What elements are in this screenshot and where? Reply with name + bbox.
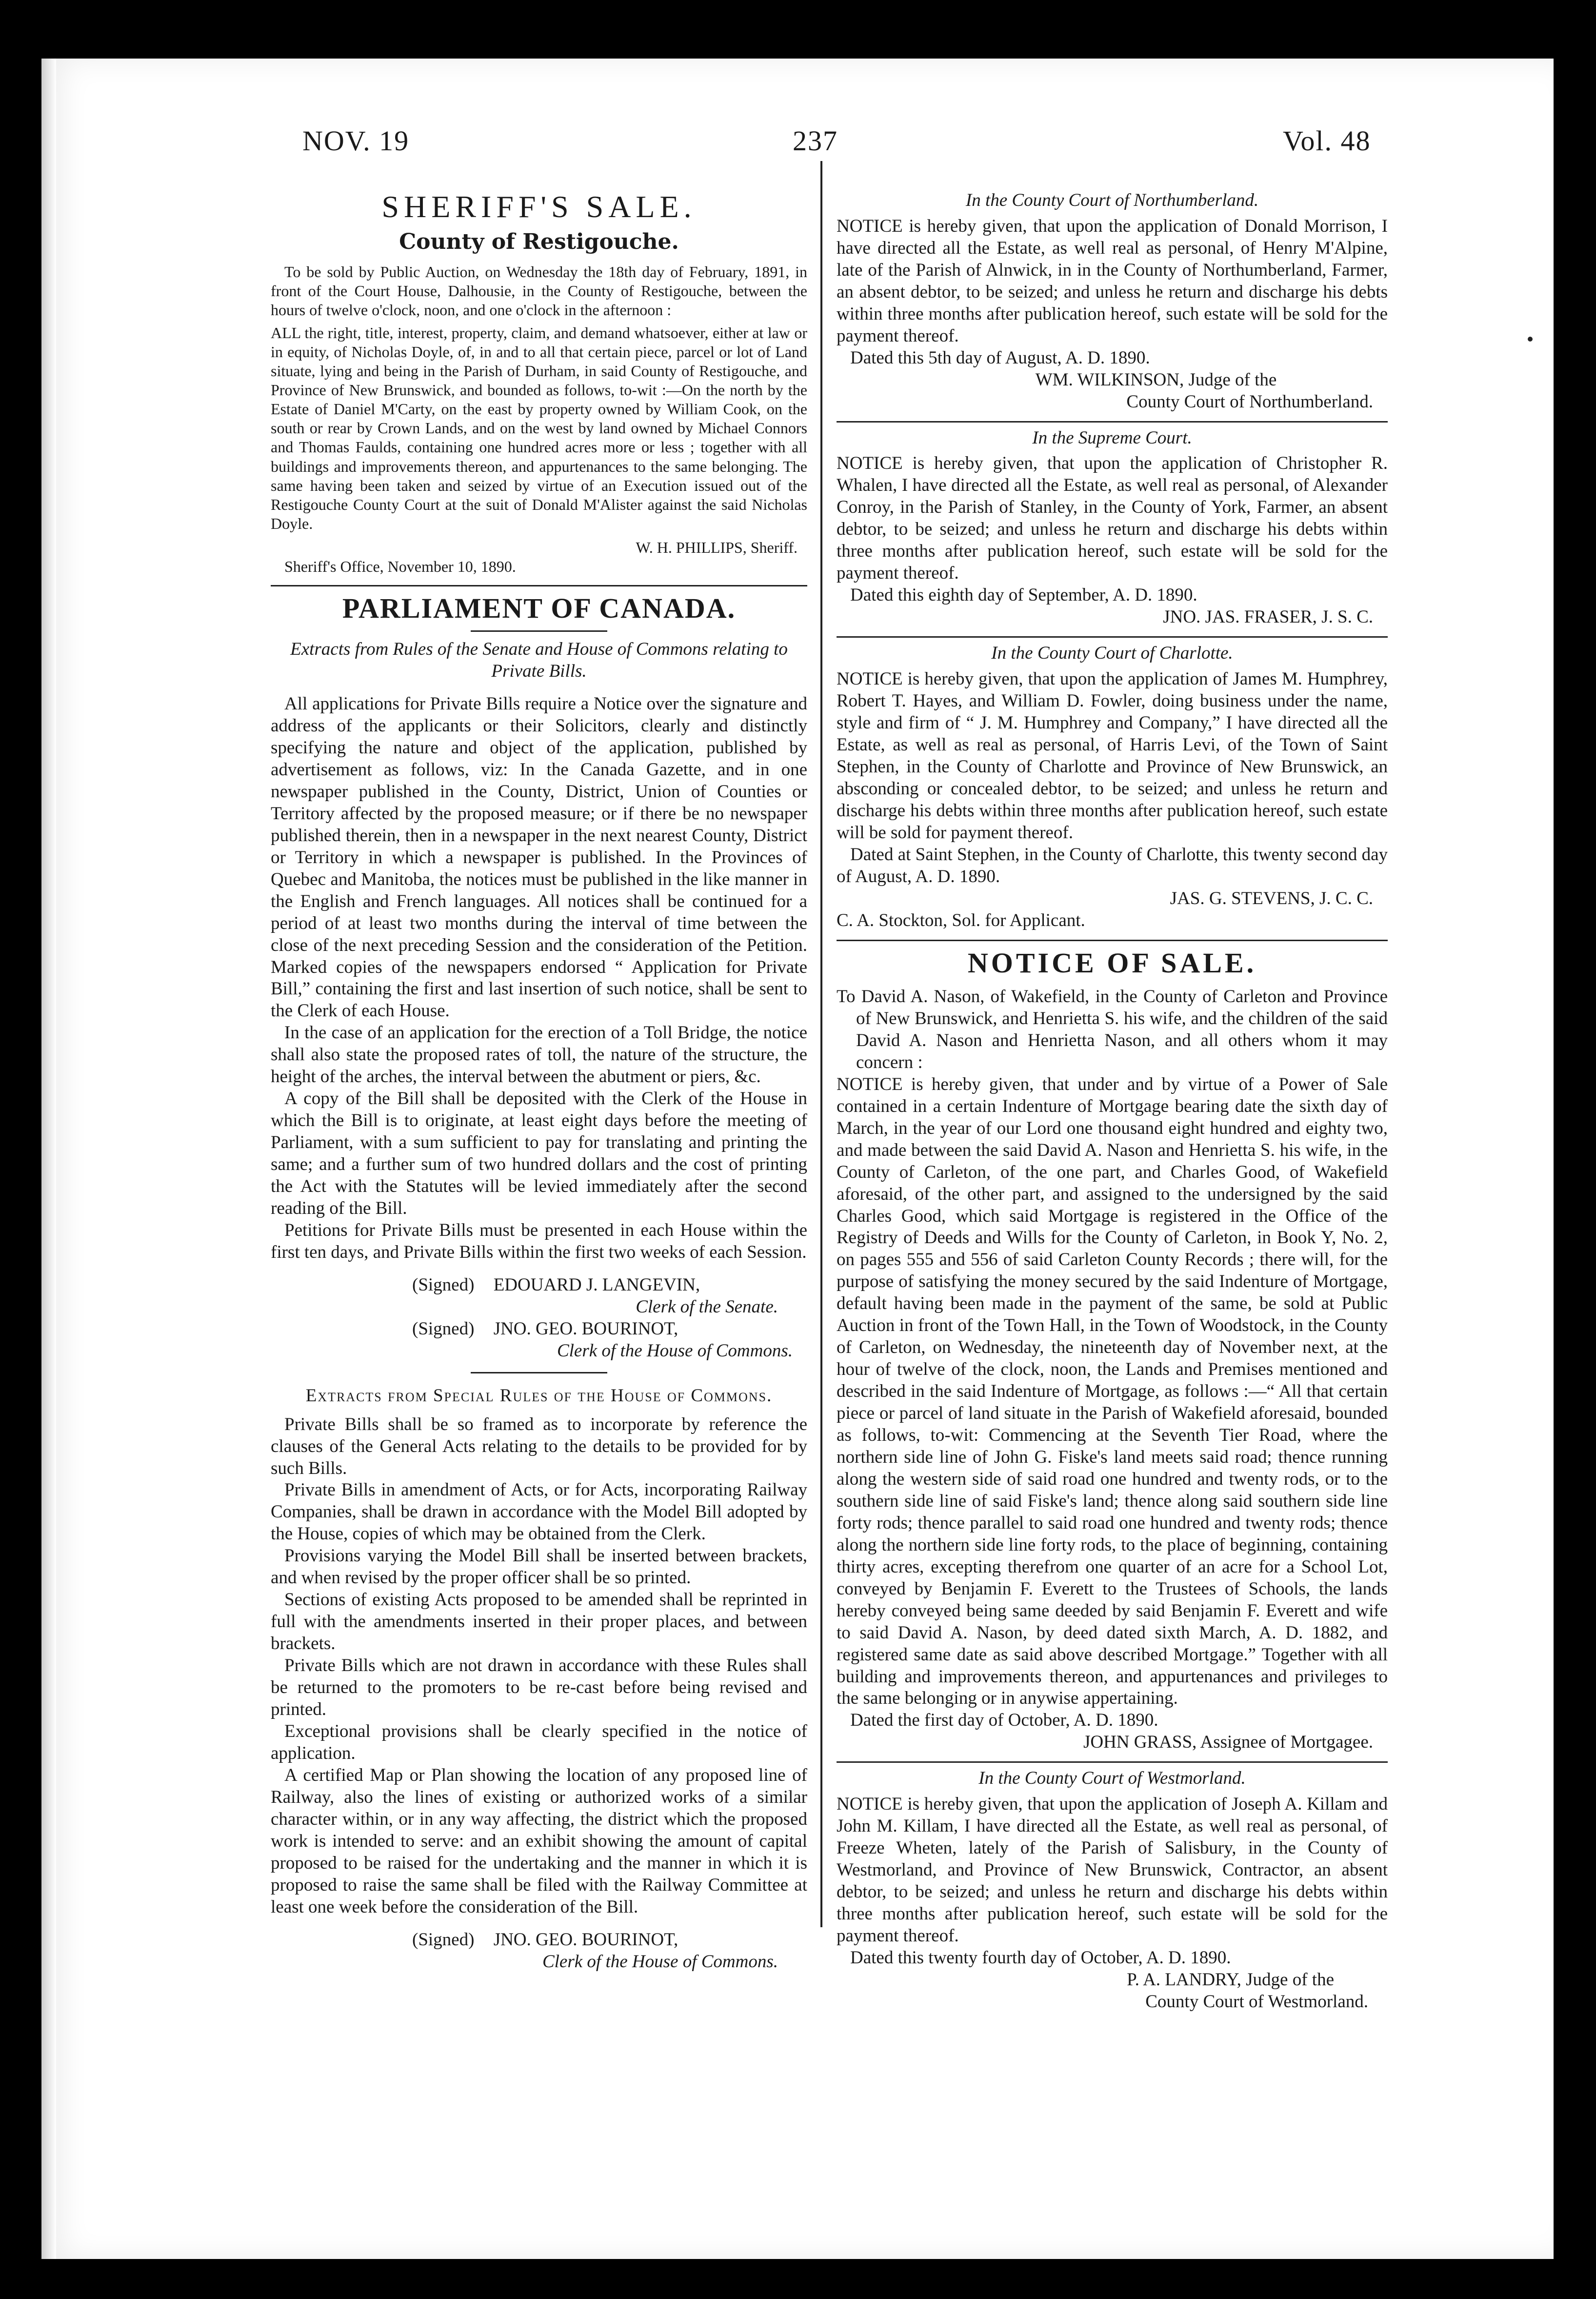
northumberland-notice xyxy=(837,190,1388,413)
sheriff-signature: W. H. PHILLIPS, Sheriff. xyxy=(636,538,798,556)
notice-body: NOTICE is hereby given, that under and by virtue of a Power of Sale contained in a certain Indenture of Mortgage bearing date the sixth day of March, in the year of our Lord one thousand eight hundred and eighty two, and made between the said David A. Nason and Henrietta S. his wife, in the County of Carleton, of the one part, and Charles Good, of Wakefield aforesaid, of the other part, and assigned to the undersigned by the said Charles Good, which said Mortgage is registered in the Office of the Registry of Deeds and Wills for the County of Carleton, in Book Y, No. 2, on pages 555 and 556 of said Carleton County Records ; there will, for the purpose of satisfying the money secured by the said Indenture of Mortgage, default having been made in the payment of the same, be sold at Public Auction in front of the Town Hall, in the Town of Woodstock, in the County of Carleton, on Wednesday, the nineteenth day of November next, at the hour of twelve of the clock, noon, the Lands and Premises mentioned and described in the said Indenture of Mortgage, as follows :—“ All that certain piece or parcel of land situate in the Parish of Wakefield aforesaid, bounded as follows, to-wit: Commencing at the Seventh Tier Road, where the northern side line of John G. Fiske's land meets said road; thence running along the western side of said road one hundred and twenty rods, or to the southern side line of said Fiske's land; thence along said southern side line forty rods; thence parallel to said road one hundred and twenty rods; thence along the northern side line forty rods, to the place of beginning, containing thirty acres, excepting therefrom one quarter of an acre for a School Lot, conveyed by Benjamin F. Everett to the Trustees of Schools, the lands hereby conveyed being same deeded by said Benjamin F. Everett and wife to said David A. Nason, by deed dated sixth March, A. D. 1882, and registered same date as said above described Mortgage.” Together with all building and improvements thereon, and appurtenances and privileges to the same belonging or in anywise appertaining. xyxy=(837,1074,1388,1709)
volume-number: Vol. 48 xyxy=(1283,125,1371,157)
notice-body: NOTICE is hereby given, that upon the application of Joseph A. Killam and John M. Killam, I have directed all the Estate, as well real as personal, of Freeze Wheten, lately of the Parish of Salisbury, in the County of Westmorland, and Province of New Brunswick, Contractor, an absent debtor, to be seized; and unless he return and discharge his debts within three months after publication hereof, such estate will be sold for the payment thereof. xyxy=(837,1794,1388,1946)
sale-intro: To be sold by Public Auction, on Wednesday the 18th day of February, 1891, in front of the Court House, Dalhousie, in the County of Restigouche, between the hours of twelve o'clock, noon, and one o'clock in the afternoon : xyxy=(271,263,807,319)
right-column xyxy=(837,188,1388,2013)
special-rule-paragraph: Sections of existing Acts proposed to be amended shall be reprinted in full with the amendments inserted in their proper places, and between brackets. xyxy=(271,1590,807,1654)
westmorland-notice xyxy=(837,1768,1388,2013)
special-rule-paragraph: Exceptional provisions shall be clearly specified in the notice of application. xyxy=(271,1721,807,1763)
judge-signature: P. A. LANDRY, Judge of the xyxy=(1127,1969,1334,1990)
commons-clerk-signature xyxy=(271,1929,807,1951)
section-divider xyxy=(471,1372,607,1373)
notice-body: NOTICE is hereby given, that upon the application of James M. Humphrey, Robert T. Hayes, and William D. Fowler, doing business under the name, style and firm of “ J. M. Humphrey and Company,” I have directed all the Estate, as well as real as personal, of Harris Levi, of the Town of Saint Stephen, in the County of Charlotte and Province of New Brunswick, an absconding or concealed debtor, to be seized; and unless he return and discharge his debts within three months after publication hereof, such estate will be sold for payment thereof. xyxy=(837,669,1388,843)
header-date: NOV. 19 xyxy=(302,125,410,157)
signer-title: Clerk of the Senate. xyxy=(636,1296,778,1317)
notice-of-sale-title: NOTICE OF SALE. xyxy=(967,947,1257,979)
notice-body: NOTICE is hereby given, that upon the application of Donald Morrison, I have directed all the Estate, as well real as personal, of Henry M'Alpine, late of the Parish of Alnwick, in in the County of Northumberland, Farmer, an absent debtor, to be seized; and unless he return and discharge his debts within three months after publication hereof, such estate will be sold for the payment thereof. xyxy=(837,216,1388,346)
charlotte-notice xyxy=(837,643,1388,931)
notice-date: Dated the first day of October, A. D. 1890. xyxy=(850,1710,1158,1731)
judge-signature: WM. WILKINSON, Judge of the xyxy=(1035,369,1277,390)
court-heading: In the County Court of Charlotte. xyxy=(991,643,1233,664)
signer-title: Clerk of the House of Commons. xyxy=(542,1951,778,1972)
sheriffs-sale-notice xyxy=(271,188,807,576)
section-divider xyxy=(837,421,1388,423)
section-divider xyxy=(837,636,1388,638)
solicitor-line: C. A. Stockton, Sol. for Applicant. xyxy=(837,910,1085,930)
court-heading: In the County Court of Westmorland. xyxy=(978,1768,1246,1789)
section-divider xyxy=(271,585,807,586)
judge-title: County Court of Northumberland. xyxy=(1126,391,1373,412)
parliament-subtitle: Extracts from Rules of the Senate and House of Commons relating to Private Bills. xyxy=(290,639,788,682)
special-rule-paragraph: Provisions varying the Model Bill shall be inserted between brackets, and when revised by the proper officer shall be so printed. xyxy=(271,1546,807,1588)
section-divider xyxy=(837,940,1388,941)
signed-label: (Signed) xyxy=(412,1318,475,1339)
special-rule-paragraph: A certified Map or Plan showing the location of any proposed line of Railway, also the lines of existing or authorized works of a similar character within, or in any way affecting, the district which the proposed work is intended to serve: and an exhibit showing the amount of capital proposed to be raised for the undertaking and the manner in which it is proposed to raise the same shall be filed with the Railway Committee at least one week before the consideration of the Bill. xyxy=(271,1765,807,1917)
supreme-court-notice xyxy=(837,427,1388,629)
title-underline xyxy=(471,630,607,632)
signed-label: (Signed) xyxy=(412,1274,475,1295)
parliament-title: PARLIAMENT OF CANADA. xyxy=(342,592,736,624)
notice-date: Dated this twenty fourth day of October, A. D. 1890. xyxy=(850,1947,1231,1968)
county-heading: County of Restigouche. xyxy=(399,229,679,254)
sheriffs-sale-title: SHERIFF'S SALE. xyxy=(381,189,697,224)
court-heading: In the Supreme Court. xyxy=(1032,427,1192,448)
signer-name: EDOUARD J. LANGEVIN, xyxy=(493,1274,700,1295)
sale-body: ALL the right, title, interest, property, claim, and demand whatsoever, either at law or in equity, of Nicholas Doyle, of, in and to all that certain piece, parcel or lot of Land situate, lying and being in the Parish of Durham, in said County of Restigouche, and Province of New Brunswick, and bounded as follows, to-wit :—On the north by the Estate of Daniel M'Carty, on the east by property owned by William Cook, on the south or rear by Crown Lands, and on the west by land owned by Michael Connors and Thomas Faulds, containing one hundred acres more or less ; together with all buildings and improvements thereon, and appurtenances to the same belonging. The same having been taken and seized by virtue of an Execution issued out of the Restigouche County Court at the suit of Donald M'Alister against the said Nicholas Doyle. xyxy=(271,324,807,532)
signed-label: (Signed) xyxy=(412,1929,475,1950)
notice-of-sale xyxy=(837,946,1388,1754)
notice-date: Dated this eighth day of September, A. D. 1890. xyxy=(850,585,1197,605)
rule-paragraph: In the case of an application for the erection of a Toll Bridge, the notice shall also state the proposed rates of toll, the nature of the structure, the height of the arches, the interval between the abutment or piers, &c. xyxy=(271,1023,807,1087)
judge-signature: JAS. G. STEVENS, J. C. C. xyxy=(1170,888,1373,908)
left-column xyxy=(271,188,807,1973)
notice-body: NOTICE is hereby given, that upon the application of Christopher R. Whalen, I have directed all the Estate, as well real as personal, of Alexander Conroy, in the Parish of Stanley, in the County of York, Farmer, an absent debtor, to be seized; and unless he return and discharge his debts within three months after publication hereof, such estate will be sold for the payment thereof. xyxy=(837,453,1388,584)
notice-date: Dated at Saint Stephen, in the County of Charlotte, this twenty second day of August, A. D. 1890. xyxy=(837,844,1388,887)
section-divider xyxy=(837,1761,1388,1763)
ink-speck xyxy=(1528,337,1533,342)
page-header xyxy=(0,124,1596,183)
parliament-notice xyxy=(271,591,807,1973)
rule-paragraph: Petitions for Private Bills must be presented in each House within the first ten days, and Private Bills within the first two weeks of each Session. xyxy=(271,1220,807,1262)
judge-title: County Court of Westmorland. xyxy=(1145,1991,1368,2012)
rule-paragraph: A copy of the Bill shall be deposited with the Clerk of the House in which the Bill is to originate, at least eight days before the meeting of Parliament, with a sum sufficient to pay for translating and printing the same; and a further sum of two hundred dollars and the cost of printing the Act with the Statutes will be levied immediately after the second reading of the Bill. xyxy=(271,1089,807,1218)
addressee: To David A. Nason, of Wakefield, in the County of Carleton and Province of New Brunswick, and Henrietta S. his wife, and the children of the said David A. Nason and Henrietta Nason, and all others whom it may concern : xyxy=(837,986,1388,1072)
special-rules-heading: Extracts from Special Rules of the House of Commons. xyxy=(305,1385,773,1406)
court-heading: In the County Court of Northumberland. xyxy=(965,190,1259,210)
signer-name: JNO. GEO. BOURINOT, xyxy=(493,1929,678,1950)
page-binding-shadow xyxy=(41,59,56,2259)
special-rule-paragraph: Private Bills in amendment of Acts, or for Acts, incorporating Railway Companies, shall be drawn in accordance with the Model Bill adopted by the House, copies of which may be obtained from the Clerk. xyxy=(271,1480,807,1544)
notice-date: Dated this 5th day of August, A. D. 1890. xyxy=(850,347,1150,368)
senate-clerk-signature xyxy=(271,1274,807,1296)
signer-title: Clerk of the House of Commons. xyxy=(557,1340,793,1361)
assignee-signature: JOHN GRASS, Assignee of Mortgagee. xyxy=(1083,1732,1373,1753)
rule-paragraph: All applications for Private Bills require a Notice over the signature and address of the applicants or their Solicitors, clearly and distinctly specifying the nature and object of the application, published by advertisement as follows, viz: In the Canada Gazette, and in one newspaper published in the County, District, Union of Counties or Territory affected by the proposed measure; or if there be no newspaper published therein, then in a newspaper in the next nearest County, District or Territory in which a newspaper is published. In the Provinces of Quebec and Manitoba, the notices must be published in the like manner in the English and French languages. All notices shall be continued for a period of at least two months during the interval of time between the close of the next preceding Session and the consideration of the Petition. Marked copies of the newspapers endorsed “ Application for Private Bill,” containing the first and last insertion of such notice, shall be sent to the Clerk of each House. xyxy=(271,694,807,1021)
special-rule-paragraph: Private Bills which are not drawn in accordance with these Rules shall be returned to the promoters to be re-cast before being revised and printed. xyxy=(271,1655,807,1720)
special-rule-paragraph: Private Bills shall be so framed as to incorporate by reference the clauses of the General Acts relating to the details to be provided for by such Bills. xyxy=(271,1414,807,1478)
signer-name: JNO. GEO. BOURINOT, xyxy=(493,1318,678,1339)
judge-signature: JNO. JAS. FRASER, J. S. C. xyxy=(1163,607,1373,627)
commons-clerk-signature xyxy=(271,1318,807,1340)
column-divider xyxy=(820,161,822,1927)
page-number: 237 xyxy=(793,125,838,157)
sheriff-office-date: Sheriff's Office, November 10, 1890. xyxy=(284,557,516,575)
